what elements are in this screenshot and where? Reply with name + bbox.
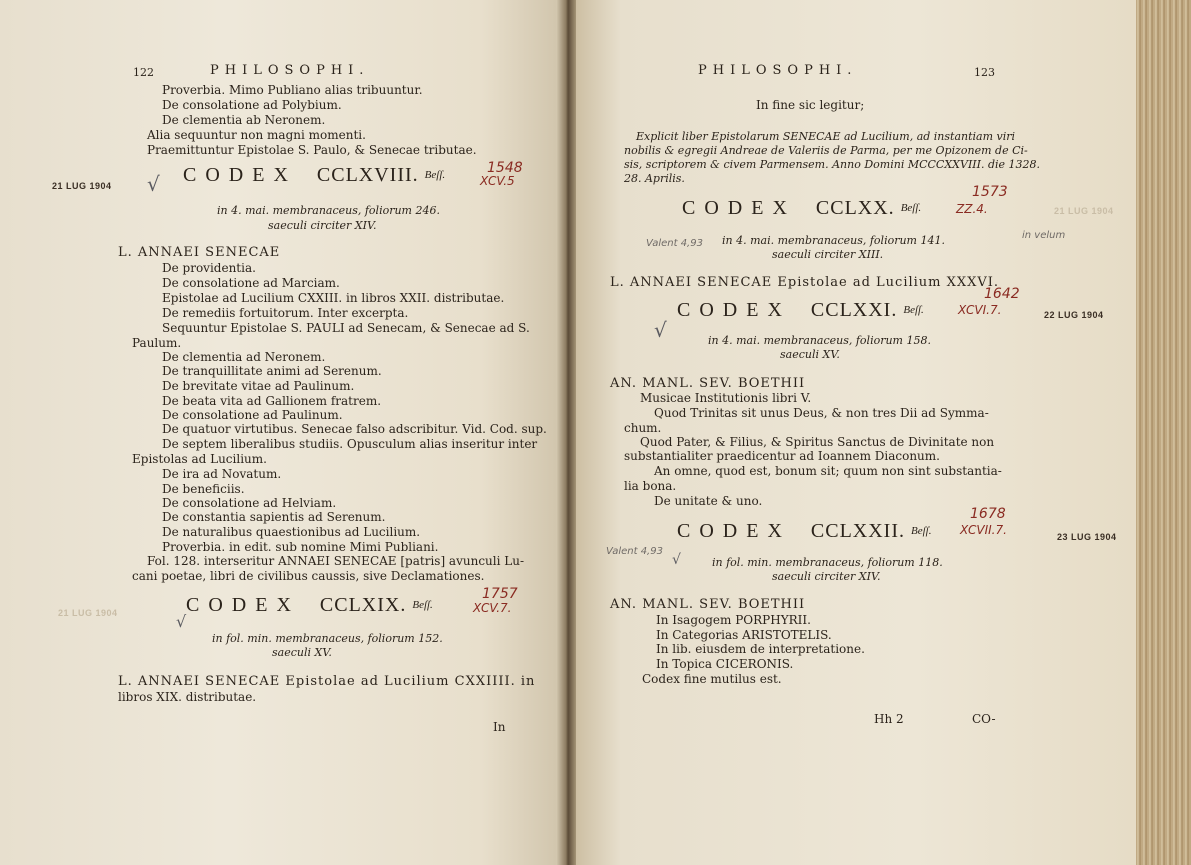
codex-heading [183,164,446,186]
pencil-note: Valent 4,93 [646,238,703,249]
codex-number: CCLXX. [815,197,895,219]
explicit-line: sis, scriptorem & civem Parmensem. Anno Domini MCCCXXVIII. die 1328. [624,158,1041,171]
explicit-line: Explicit liber Epistolarum SENECAE ad Lucilium, ad instantiam viri [636,130,1016,143]
list-item: De beata vita ad Gallionem fratrem. [162,394,382,408]
list-item: Proverbia. in edit. sub nomine Mimi Publiani. [162,540,439,554]
list-item: cani poetae, libri de civilibus caussis, sive Declamationes. [132,569,485,583]
list-item: De tranquillitate animi ad Serenum. [162,364,382,378]
list-item: De clementia ad Neronem. [162,350,326,364]
red-annotation: 1548 [487,160,523,176]
book-gutter [556,0,578,865]
author-heading: L. ANNAEI SENECAE Epistolae ad Lucilium XXXVI. [610,275,1000,290]
page-edge [1136,0,1191,865]
red-annotation: XCVI.7. [958,303,1002,317]
library-stamp: 21 LUG 1904 [1054,206,1114,216]
codex-label: CODEX [183,164,297,186]
bess-label: Beſſ. [900,202,922,214]
codex-heading [677,520,932,542]
red-annotation: XCV.5 [480,174,515,188]
pencil-note: Valent 4,93 [606,546,663,557]
codex-label: CODEX [677,299,791,321]
right-page [576,0,1136,865]
codex-heading [682,197,922,219]
list-item: chum. [624,421,662,435]
codex-number: CCLXXII. [810,520,905,542]
catchword: CO- [972,712,996,726]
codex-description: saeculi circiter XIV. [772,570,881,583]
codex-heading [186,594,433,616]
pencil-note: in velum [1022,230,1066,241]
list-item: Codex fine mutilus est. [642,672,782,686]
list-item: Quod Pater, & Filius, & Spiritus Sanctus de Divinitate non [640,435,995,449]
red-annotation: 1678 [970,506,1006,522]
text-line: De clementia ab Neronem. [162,113,326,127]
list-item: Sequuntur Epistolae S. PAULI ad Senecam, & Senecae ad S. [162,321,530,335]
list-item: In Topica CICERONIS. [656,657,794,671]
list-item: Paulum. [132,336,182,350]
running-head: PHILOSOPHI. [210,63,370,78]
list-item: In Categorias ARISTOTELIS. [656,628,832,642]
list-item: De constantia sapientis ad Serenum. [162,510,386,524]
list-item: substantialiter praedicentur ad Ioannem Diaconum. [624,449,940,463]
text-line: In fine sic legitur; [756,98,865,112]
red-annotation: ZZ.4. [956,202,988,216]
running-head: PHILOSOPHI. [698,63,858,78]
list-item: Fol. 128. interseritur ANNAEI SENECAE [patris] avunculi Lu- [147,554,525,568]
catchword: In [493,720,506,734]
red-annotation: 1757 [482,586,518,602]
page-number: 122 [133,66,154,79]
codex-description: in fol. min. membranaceus, foliorum 118. [712,556,943,569]
list-item: De providentia. [162,261,256,275]
list-item: De consolatione ad Paulinum. [162,408,343,422]
codex-number: CCLXVIII. [316,164,419,186]
list-item: De consolatione ad Helviam. [162,496,337,510]
bess-label: Beſſ. [911,525,932,537]
codex-description: saeculi circiter XIV. [268,219,377,232]
list-item: De naturalibus quaestionibus ad Lucilium. [162,525,421,539]
list-item: De ira ad Novatum. [162,467,282,481]
codex-description: in fol. min. membranaceus, foliorum 152. [212,632,443,645]
list-item: De beneficiis. [162,482,245,496]
left-page [0,0,566,865]
list-item: De consolatione ad Marciam. [162,276,340,290]
list-item: De remediis fortuitorum. Inter excerpta. [162,306,409,320]
text-line: libros XIX. distributae. [118,690,257,704]
author-heading: AN. MANL. SEV. BOETHII [610,376,806,391]
check-mark-icon: √ [147,172,160,196]
list-item: An omne, quod est, bonum sit; quum non sint substantia- [654,464,1002,478]
list-item: De septem liberalibus studiis. Opusculum alias inseritur inter [162,437,538,451]
library-stamp: 21 LUG 1904 [58,608,118,618]
codex-description: in 4. mai. membranaceus, foliorum 246. [217,204,440,217]
list-item: Musicae Institutionis libri V. [640,391,812,405]
check-mark-icon: √ [176,612,187,631]
list-item: Epistolae ad Lucilium CXXIII. in libros XXII. distributae. [162,291,505,305]
codex-description: saeculi XV. [272,646,332,659]
bess-label: Beſſ. [903,304,924,316]
codex-number: CCLXIX. [319,594,407,616]
codex-label: CODEX [682,197,796,219]
signature-mark: Hh 2 [874,712,904,726]
check-mark-icon: √ [672,552,681,568]
text-line: Praemittuntur Epistolae S. Paulo, & Senecae tributae. [147,143,477,157]
list-item: In Isagogem PORPHYRII. [656,613,811,627]
list-item: Quod Trinitas sit unus Deus, & non tres Dii ad Symma- [654,406,989,420]
codex-number: CCLXXI. [810,299,898,321]
list-item: De unitate & uno. [654,494,763,508]
explicit-line: nobilis & egregii Andreae de Valeriis de Parma, per me Opizonem de Ci- [624,144,1028,157]
author-heading: L. ANNAEI SENECAE Epistolae ad Lucilium CXXIIII. in [118,674,536,689]
codex-label: CODEX [677,520,791,542]
check-mark-icon: √ [654,318,667,342]
red-annotation: XCVII.7. [960,523,1007,537]
author-heading: L. ANNAEI SENECAE [118,245,281,260]
author-heading: AN. MANL. SEV. BOETHII [610,597,806,612]
library-stamp: 23 LUG 1904 [1057,532,1117,542]
list-item: Epistolas ad Lucilium. [132,452,267,466]
bess-label: Beſſ. [412,599,433,611]
bess-label: Beſſ. [424,169,446,181]
codex-description: in 4. mai. membranaceus, foliorum 158. [708,334,931,347]
library-stamp: 21 LUG 1904 [52,181,112,191]
text-line: Proverbia. Mimo Publiano alias tribuuntur. [162,83,423,97]
library-stamp: 22 LUG 1904 [1044,310,1104,320]
list-item: lia bona. [624,479,677,493]
codex-label: CODEX [186,594,300,616]
codex-heading [677,299,924,321]
list-item: De quatuor virtutibus. Senecae falso adscribitur. Vid. Cod. sup. [162,422,547,436]
red-annotation: XCV.7. [473,601,512,615]
explicit-line: 28. Aprilis. [624,172,685,185]
page-number: 123 [974,66,995,79]
list-item: De brevitate vitae ad Paulinum. [162,379,355,393]
text-line: De consolatione ad Polybium. [162,98,342,112]
red-annotation: 1573 [972,184,1008,200]
list-item: In lib. eiusdem de interpretatione. [656,642,865,656]
codex-description: in 4. mai. membranaceus, foliorum 141. [722,234,945,247]
red-annotation: 1642 [984,286,1020,302]
codex-description: saeculi circiter XIII. [772,248,884,261]
codex-description: saeculi XV. [780,348,840,361]
text-line: Alia sequuntur non magni momenti. [147,128,366,142]
